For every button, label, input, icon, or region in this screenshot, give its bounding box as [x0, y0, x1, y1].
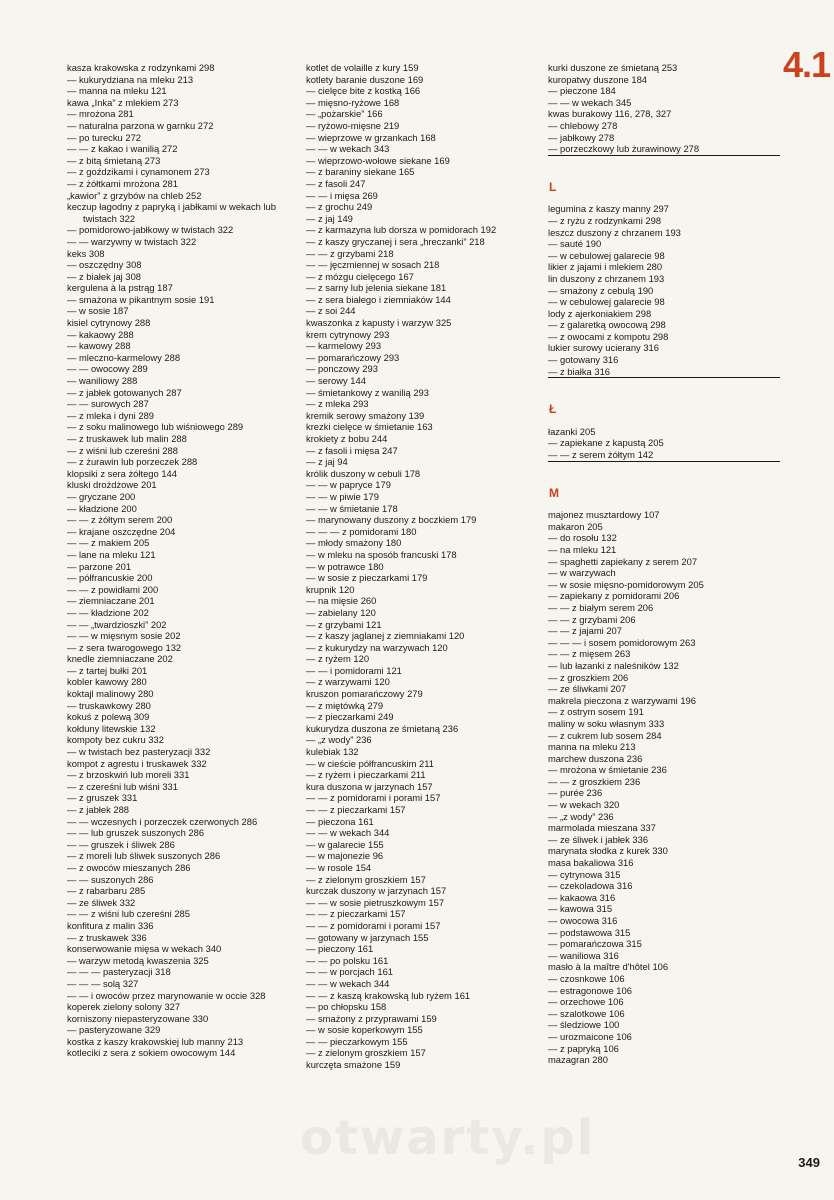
index-entry: — — surowych 287	[67, 398, 149, 410]
index-column-3	[548, 62, 780, 1066]
index-entry: łazanki 205	[548, 425, 596, 437]
index-entry: marmolada mieszana 337	[548, 822, 656, 834]
index-entry: — na mięsie 260	[306, 595, 377, 607]
index-entry: kuropatwy duszone 184	[548, 73, 648, 85]
index-entry: kotlety baranie duszone 169	[306, 73, 424, 85]
index-entry: kompoty bez cukru 332	[67, 734, 164, 746]
index-entry: — ze śliwkami 207	[548, 683, 627, 695]
index-entry: krokiety z bobu 244	[306, 433, 388, 444]
index-entry: — — warzywny w twistach 322	[67, 235, 197, 247]
index-entry: konfitura z malin 336	[67, 919, 154, 931]
index-entry: — w warzywach	[548, 567, 616, 579]
index-entry: — urozmaicone 106	[548, 1030, 632, 1042]
index-entry: — cytrynowa 315	[548, 868, 621, 880]
index-column-2	[306, 62, 532, 1071]
index-entry: leszcz duszony z chrzanem 193	[548, 226, 681, 238]
index-entry: kruszon pomarańczowy 279	[306, 688, 423, 700]
index-entry: — z zielonym groszkiem 157	[306, 873, 426, 885]
index-entry: — z cukrem lub sosem 284	[548, 729, 662, 741]
index-entry: — z bitą śmietaną 273	[67, 154, 161, 166]
index-entry: — z mózgu cielęcego 167	[306, 270, 414, 282]
index-entry: krupnik 120	[306, 583, 355, 595]
index-entry: — z truskawek lub malin 288	[67, 433, 187, 444]
index-entry: — młody smażony 180	[306, 537, 402, 549]
index-entry: — — po polsku 161	[306, 954, 389, 966]
index-entry: keks 308	[67, 247, 105, 259]
index-entry: kremik serowy smażony 139	[306, 409, 425, 421]
index-entry: — — w wekach 344	[306, 977, 390, 989]
index-entry: — z miętówką 279	[306, 699, 384, 711]
index-entry: — z papryką 106	[548, 1042, 619, 1054]
index-entry: — z grzybami 121	[306, 618, 382, 630]
index-entry: — — w papryce 179	[306, 479, 391, 491]
index-entry: — półfrancuskie 200	[67, 572, 153, 584]
index-entry: — — i mięsa 269	[306, 189, 378, 201]
index-entry: — po turecku 272	[67, 131, 142, 143]
index-entry: — truskawkowy 280	[67, 699, 151, 711]
index-entry: — — w mięsnym sosie 202	[67, 630, 181, 642]
index-column-1	[67, 62, 289, 1059]
index-entry: — — — z pomidorami 180	[306, 525, 417, 537]
index-entry: — z czereśni lub wiśni 331	[67, 780, 178, 792]
index-entry: likier z jajami i mlekiem 280	[548, 261, 663, 273]
section-letter: M	[549, 485, 559, 500]
index-entry: — wieprzowo-wołowe siekane 169	[306, 154, 450, 166]
index-entry: — pomarańczowa 315	[548, 938, 642, 950]
index-entry: knedle ziemniaczane 202	[67, 653, 173, 665]
index-entry: — kakaowa 316	[548, 891, 616, 903]
index-entry: majonez musztardowy 107	[548, 509, 660, 521]
index-entry: — — z mięsem 263	[548, 648, 631, 660]
index-entry: — — z żółtym serem 200	[67, 514, 173, 526]
index-entry: — z brzoskwiń lub moreli 331	[67, 769, 190, 781]
index-entry: — gryczane 200	[67, 490, 136, 502]
index-entry: — porzeczkowy lub żurawinowy 278	[548, 143, 700, 155]
index-entry: — — w wekach 344	[306, 827, 390, 839]
index-entry: — do rosołu 132	[548, 532, 617, 544]
index-entry: — — gruszek i śliwek 286	[67, 838, 175, 850]
index-entry: mazagran 280	[548, 1054, 608, 1066]
index-entry: — z ostrym sosem 191	[548, 706, 644, 718]
index-entry: — karmelowy 293	[306, 340, 382, 352]
index-entry: — — suszonych 286	[67, 873, 154, 885]
index-entry: kwaszonka z kapusty i warzyw 325	[306, 317, 452, 329]
index-entry: — — w śmietanie 178	[306, 502, 398, 514]
index-entry: — w cieście półfrancuskim 211	[306, 757, 434, 769]
index-entry: kulebiak 132	[306, 746, 359, 758]
index-entry: — pieczona 161	[306, 815, 374, 827]
index-entry: — czosnkowe 106	[548, 972, 625, 984]
index-entry: kukurydza duszona ze śmietaną 236	[306, 722, 459, 734]
index-entry: maliny w soku własnym 333	[548, 717, 665, 729]
index-entry: — śledziowe 100	[548, 1019, 620, 1031]
index-entry: — z galaretką owocową 298	[548, 319, 666, 331]
index-entry: — w galarecie 155	[306, 838, 384, 850]
index-entry: — szalotkowe 106	[548, 1007, 625, 1019]
index-entry: — w sosie mięsno-pomidorowym 205	[548, 578, 704, 590]
index-entry: — pieczony 161	[306, 943, 374, 955]
index-entry: — serowy 144	[306, 375, 366, 387]
index-entry: — w potrawce 180	[306, 560, 384, 572]
index-entry: — — z pieczarkami 157	[306, 804, 406, 815]
index-entry: — purée 236	[548, 787, 603, 799]
index-entry: — w cebulowej galarecie 98	[548, 249, 665, 261]
index-entry: — z białka 316	[548, 365, 611, 377]
index-entry: — — w porcjach 161	[306, 966, 394, 978]
index-entry: kurczęta smażone 159	[306, 1059, 401, 1071]
index-entry: — — z kaszą krakowską lub ryżem 161	[306, 989, 471, 1001]
index-entry: kasza krakowska z rodzynkami 298	[67, 62, 215, 73]
index-entry: — chlebowy 278	[548, 119, 618, 131]
index-entry: — — pieczarkowym 155	[306, 1035, 408, 1047]
index-entry: — owocowa 316	[548, 915, 618, 926]
index-entry: — — owocowy 289	[67, 363, 148, 375]
index-entry: — z ryżu z rodzynkami 298	[548, 214, 662, 226]
section-letter: L	[549, 179, 557, 194]
index-entry: — orzechowe 106	[548, 996, 624, 1008]
index-entry: — — z jajami 207	[548, 625, 622, 637]
index-entry: — z ryżem 120	[306, 653, 370, 665]
index-entry: — z gruszek 331	[67, 792, 138, 804]
index-entry: — — z pomidorami i porami 157	[306, 792, 441, 804]
index-entry: — mleczno-karmelowy 288	[67, 351, 181, 363]
index-entry: — mrożona 281	[67, 108, 134, 120]
index-entry: — pasteryzowane 329	[67, 1024, 161, 1036]
index-entry: — — w sosie pietruszkowym 157	[306, 896, 445, 908]
index-entry: — — w wekach 345	[548, 96, 632, 108]
index-entry: — — i pomidorami 121	[306, 664, 402, 676]
index-entry: — mrożona w śmietanie 236	[548, 764, 667, 776]
index-entry: kura duszona w jarzynach 157	[306, 780, 433, 792]
index-entry: lody z ajerkoniakiem 298	[548, 307, 652, 319]
index-entry: — w mleku na sposób francuski 178	[306, 548, 457, 560]
index-entry: — z fasoli i mięsa 247	[306, 444, 398, 456]
index-entry: — z ryżem i pieczarkami 211	[306, 769, 426, 781]
index-entry: kotlet de volaille z kury 159	[306, 62, 419, 73]
index-entry: — w wekach 320	[548, 799, 620, 811]
index-entry: — z wiśni lub czereśni 288	[67, 444, 178, 456]
index-entry: — w rosole 154	[306, 861, 372, 873]
index-entry: — z truskawek 336	[67, 931, 147, 943]
index-entry: — marynowany duszony z boczkiem 179	[306, 514, 477, 526]
index-entry: — naturalna parzona w garnku 272	[67, 119, 214, 131]
index-entry: klopsiki z sera żółtego 144	[67, 467, 177, 479]
index-entry: — mięsno-ryżowe 168	[306, 96, 400, 108]
index-entry: — zapiekane z kapustą 205	[548, 437, 664, 449]
index-entry: lukier surowy ucierany 316	[548, 342, 659, 354]
index-entry: — z kaszy gryczanej i sera „hreczanki” 218	[306, 235, 485, 247]
index-entry: masa bakaliowa 316	[548, 857, 634, 869]
index-entry: — waniliowa 316	[548, 949, 619, 961]
index-entry: — z mleka i dyni 289	[67, 409, 155, 421]
index-entry: — z jabłek gotowanych 287	[67, 386, 182, 398]
index-entry: kwas burakowy 116, 278, 327	[548, 108, 672, 120]
index-entry: — — z groszkiem 236	[548, 775, 641, 787]
index-entry: — z soku malinowego lub wiśniowego 289	[67, 421, 244, 433]
index-entry: — — „twardzioszki” 202	[67, 618, 167, 630]
index-entry: — z owoców mieszanych 286	[67, 861, 191, 873]
index-entry: — z sarny lub jelenia siekane 181	[306, 282, 447, 294]
index-entry: — estragonowe 106	[548, 984, 632, 996]
index-entry: — z mleka 293	[306, 398, 369, 410]
index-entry: — czekoladowa 316	[548, 880, 633, 892]
index-entry: — ze śliwek i jabłek 336	[548, 833, 649, 845]
index-entry: — — z grzybami 206	[548, 613, 636, 625]
index-entry: — z fasoli 247	[306, 177, 366, 189]
index-entry: kisiel cytrynowy 288	[67, 317, 151, 329]
index-entry: — ze śliwek 332	[67, 896, 136, 908]
index-entry: makaron 205	[548, 520, 603, 532]
index-entry: — — z białym serem 206	[548, 601, 654, 613]
index-entry: — z tartej bułki 201	[67, 664, 148, 676]
index-entry: — z zielonym groszkiem 157	[306, 1047, 426, 1059]
index-entry: — — z pomidorami i porami 157	[306, 919, 441, 931]
index-entry: — w sosie 187	[67, 305, 129, 317]
index-entry: — waniliowy 288	[67, 375, 138, 387]
index-entry: kostka z kaszy krakowskiej lub manny 213	[67, 1035, 244, 1047]
index-entry: makrela pieczona z warzywami 196	[548, 694, 696, 706]
index-entry: — warzyw metodą kwaszenia 325	[67, 954, 209, 966]
index-entry: koktajl malinowy 280	[67, 688, 154, 700]
index-entry: — z goździkami i cynamonem 273	[67, 166, 210, 178]
index-entry: — ziemniaczane 201	[67, 595, 155, 607]
index-entry: — pomarańczowy 293	[306, 351, 400, 363]
index-entry: — z groszkiem 206	[548, 671, 629, 683]
index-entry: — — z kakao i wanilią 272	[67, 143, 178, 155]
index-entry: kurki duszone ze śmietaną 253	[548, 62, 678, 73]
index-entry: — w majonezie 96	[306, 850, 384, 862]
index-entry: — — w piwie 179	[306, 490, 379, 502]
index-entry: — smażony z przyprawami 159	[306, 1012, 437, 1024]
index-entry: kawa „Inka” z mlekiem 273	[67, 96, 179, 108]
index-entry: konserwowanie mięsa w wekach 340	[67, 943, 222, 955]
index-entry: marynata słodka z kurek 330	[548, 845, 668, 857]
index-entry: — — w wekach 343	[306, 143, 390, 155]
index-entry: — — z wiśni lub czereśni 285	[67, 908, 190, 920]
index-entry: keczup łagodny z papryką i jabłkami w wekach lub twistach 322	[67, 201, 276, 224]
index-entry: — — wczesnych i porzeczek czerwonych 286	[67, 815, 258, 827]
index-entry: — kawowy 288	[67, 340, 131, 352]
index-entry: — smażona w pikantnym sosie 191	[67, 293, 215, 305]
index-entry: kluski drożdżowe 201	[67, 479, 157, 491]
index-entry: legumina z kaszy manny 297	[548, 203, 669, 215]
index-entry: — w sosie z pieczarkami 179	[306, 572, 428, 584]
index-entry: — gotowany 316	[548, 354, 619, 366]
index-entry: kokuś z polewą 309	[67, 711, 150, 723]
index-entry: — — kładzione 202	[67, 606, 149, 618]
index-entry: — „z wody” 236	[548, 810, 614, 822]
index-entry: — pieczone 184	[548, 85, 616, 97]
index-entry: — ryżowo-mięsne 219	[306, 119, 400, 131]
index-entry: — z żółtkami mrożona 281	[67, 177, 178, 189]
index-entry: masło à la maître d'hôtel 106	[548, 961, 669, 973]
index-entry: — — z pieczarkami 157	[306, 908, 406, 920]
index-entry: lin duszony z chrzanem 193	[548, 272, 665, 284]
index-entry: — kukurydziana na mleku 213	[67, 73, 194, 85]
index-entry: — wieprzowe w grzankach 168	[306, 131, 436, 143]
index-entry: — z jabłek 288	[67, 804, 130, 815]
watermark: otwarty.pl	[300, 1110, 596, 1166]
index-entry: — kakaowy 288	[67, 328, 134, 340]
index-entry: — podstawowa 315	[548, 926, 631, 938]
index-entry: — zapiekany z pomidorami 206	[548, 590, 680, 602]
index-entry: koperek zielony solony 327	[67, 1001, 181, 1013]
index-entry: kompot z agrestu i truskawek 332	[67, 757, 207, 769]
index-entry: — z żurawin lub porzeczek 288	[67, 456, 198, 468]
index-entry: — śmietankowy z wanilią 293	[306, 386, 429, 398]
index-entry: — z warzywami 120	[306, 676, 390, 688]
index-entry: kotleciki z sera z sokiem owocowym 144	[67, 1047, 236, 1059]
index-entry: — w cebulowej galarecie 98	[548, 296, 665, 308]
index-entry: — z sera białego i ziemniaków 144	[306, 293, 451, 305]
index-entry: „kawior” z grzybów na chleb 252	[67, 189, 202, 201]
index-entry: — parzone 201	[67, 560, 132, 572]
index-entry: — lane na mleku 121	[67, 548, 156, 560]
index-entry: — cielęce bite z kostką 166	[306, 85, 421, 97]
index-entry: — z baraniny siekane 165	[306, 166, 415, 178]
index-entry: — gotowany w jarzynach 155	[306, 931, 429, 943]
index-entry: — z rabarbaru 285	[67, 885, 146, 897]
index-entry: — z moreli lub śliwek suszonych 286	[67, 850, 221, 862]
index-entry: krem cytrynowy 293	[306, 328, 390, 340]
index-entry: — sauté 190	[548, 238, 602, 250]
index-entry: — smażony z cebulą 190	[548, 284, 654, 296]
index-entry: — w twistach bez pasteryzacji 332	[67, 746, 211, 758]
index-entry: krezki cielęce w śmietanie 163	[306, 421, 433, 433]
index-entry: — — — i sosem pomidorowym 263	[548, 636, 696, 648]
index-entry: — — lub gruszek suszonych 286	[67, 827, 205, 839]
index-entry: — ponczowy 293	[306, 363, 378, 375]
index-entry: — — i owoców przez marynowanie w occie 328	[67, 989, 266, 1001]
section-letter: Ł	[549, 402, 557, 417]
index-entry: kołduny litewskie 132	[67, 722, 156, 734]
index-entry: — „pożarskie” 166	[306, 108, 383, 120]
index-entry: — po chłopsku 158	[306, 1001, 387, 1013]
index-entry: — lub łazanki z naleśników 132	[548, 659, 679, 671]
index-entry: korniszony niepasteryzowane 330	[67, 1012, 209, 1024]
index-entry: — z karmazyna lub dorsza w pomidorach 192	[306, 224, 497, 236]
index-entry: kobler kawowy 280	[67, 676, 147, 688]
index-entry: — manna na mleku 121	[67, 85, 167, 97]
index-entry: — — z serem żółtym 142	[548, 449, 654, 461]
index-entry: — z pieczarkami 249	[306, 711, 394, 723]
index-entry: — — — pasteryzacji 318	[67, 966, 171, 978]
index-entry: — krajane oszczędne 204	[67, 525, 176, 537]
index-entry: — — jęczmiennej w sosach 218	[306, 259, 440, 271]
index-entry: — pomidorowo-jabłkowy w twistach 322	[67, 224, 234, 236]
letter-section-header	[548, 155, 780, 204]
index-entry: — z sera twarogowego 132	[67, 641, 182, 653]
index-entry: — z kukurydzy na warzywach 120	[306, 641, 448, 653]
index-entry: — z soi 244	[306, 305, 356, 317]
index-entry: — oszczędny 308	[67, 259, 142, 271]
index-entry: manna na mleku 213	[548, 741, 636, 753]
index-entry: — — z grzybami 218	[306, 247, 394, 259]
index-entry: — spaghetti zapiekany z serem 207	[548, 555, 698, 567]
index-entry: kergulena à la pstrąg 187	[67, 282, 173, 294]
index-entry: — w sosie koperkowym 155	[306, 1024, 423, 1036]
index-entry: — zabielany 120	[306, 606, 376, 618]
index-entry: — z jaj 94	[306, 456, 348, 468]
index-entry: — z jaj 149	[306, 212, 353, 224]
index-entry: — kawowa 315	[548, 903, 613, 915]
index-entry: — kładzione 200	[67, 502, 137, 514]
section-code: 4.1	[782, 44, 830, 85]
index-entry: — jabłkowy 278	[548, 131, 615, 143]
index-entry: — — z powidłami 200	[67, 583, 159, 595]
index-entry: — „z wody” 236	[306, 734, 372, 746]
index-entry: królik duszony w cebuli 178	[306, 467, 421, 479]
page-number: 349	[798, 1155, 820, 1170]
letter-section-header	[548, 377, 780, 426]
index-entry: — — — solą 327	[67, 977, 139, 989]
index-entry: — na mleku 121	[548, 544, 617, 555]
index-entry: — z kaszy jaglanej z ziemniakami 120	[306, 630, 465, 642]
letter-section-header	[548, 461, 780, 510]
index-entry: marchew duszona 236	[548, 752, 643, 764]
index-entry: — z białek jaj 308	[67, 270, 141, 282]
index-entry: — — z makiem 205	[67, 537, 150, 549]
index-entry: — z owocami z kompotu 298	[548, 330, 669, 342]
index-entry: kurczak duszony w jarzynach 157	[306, 885, 447, 897]
index-entry: — z grochu 249	[306, 201, 373, 213]
